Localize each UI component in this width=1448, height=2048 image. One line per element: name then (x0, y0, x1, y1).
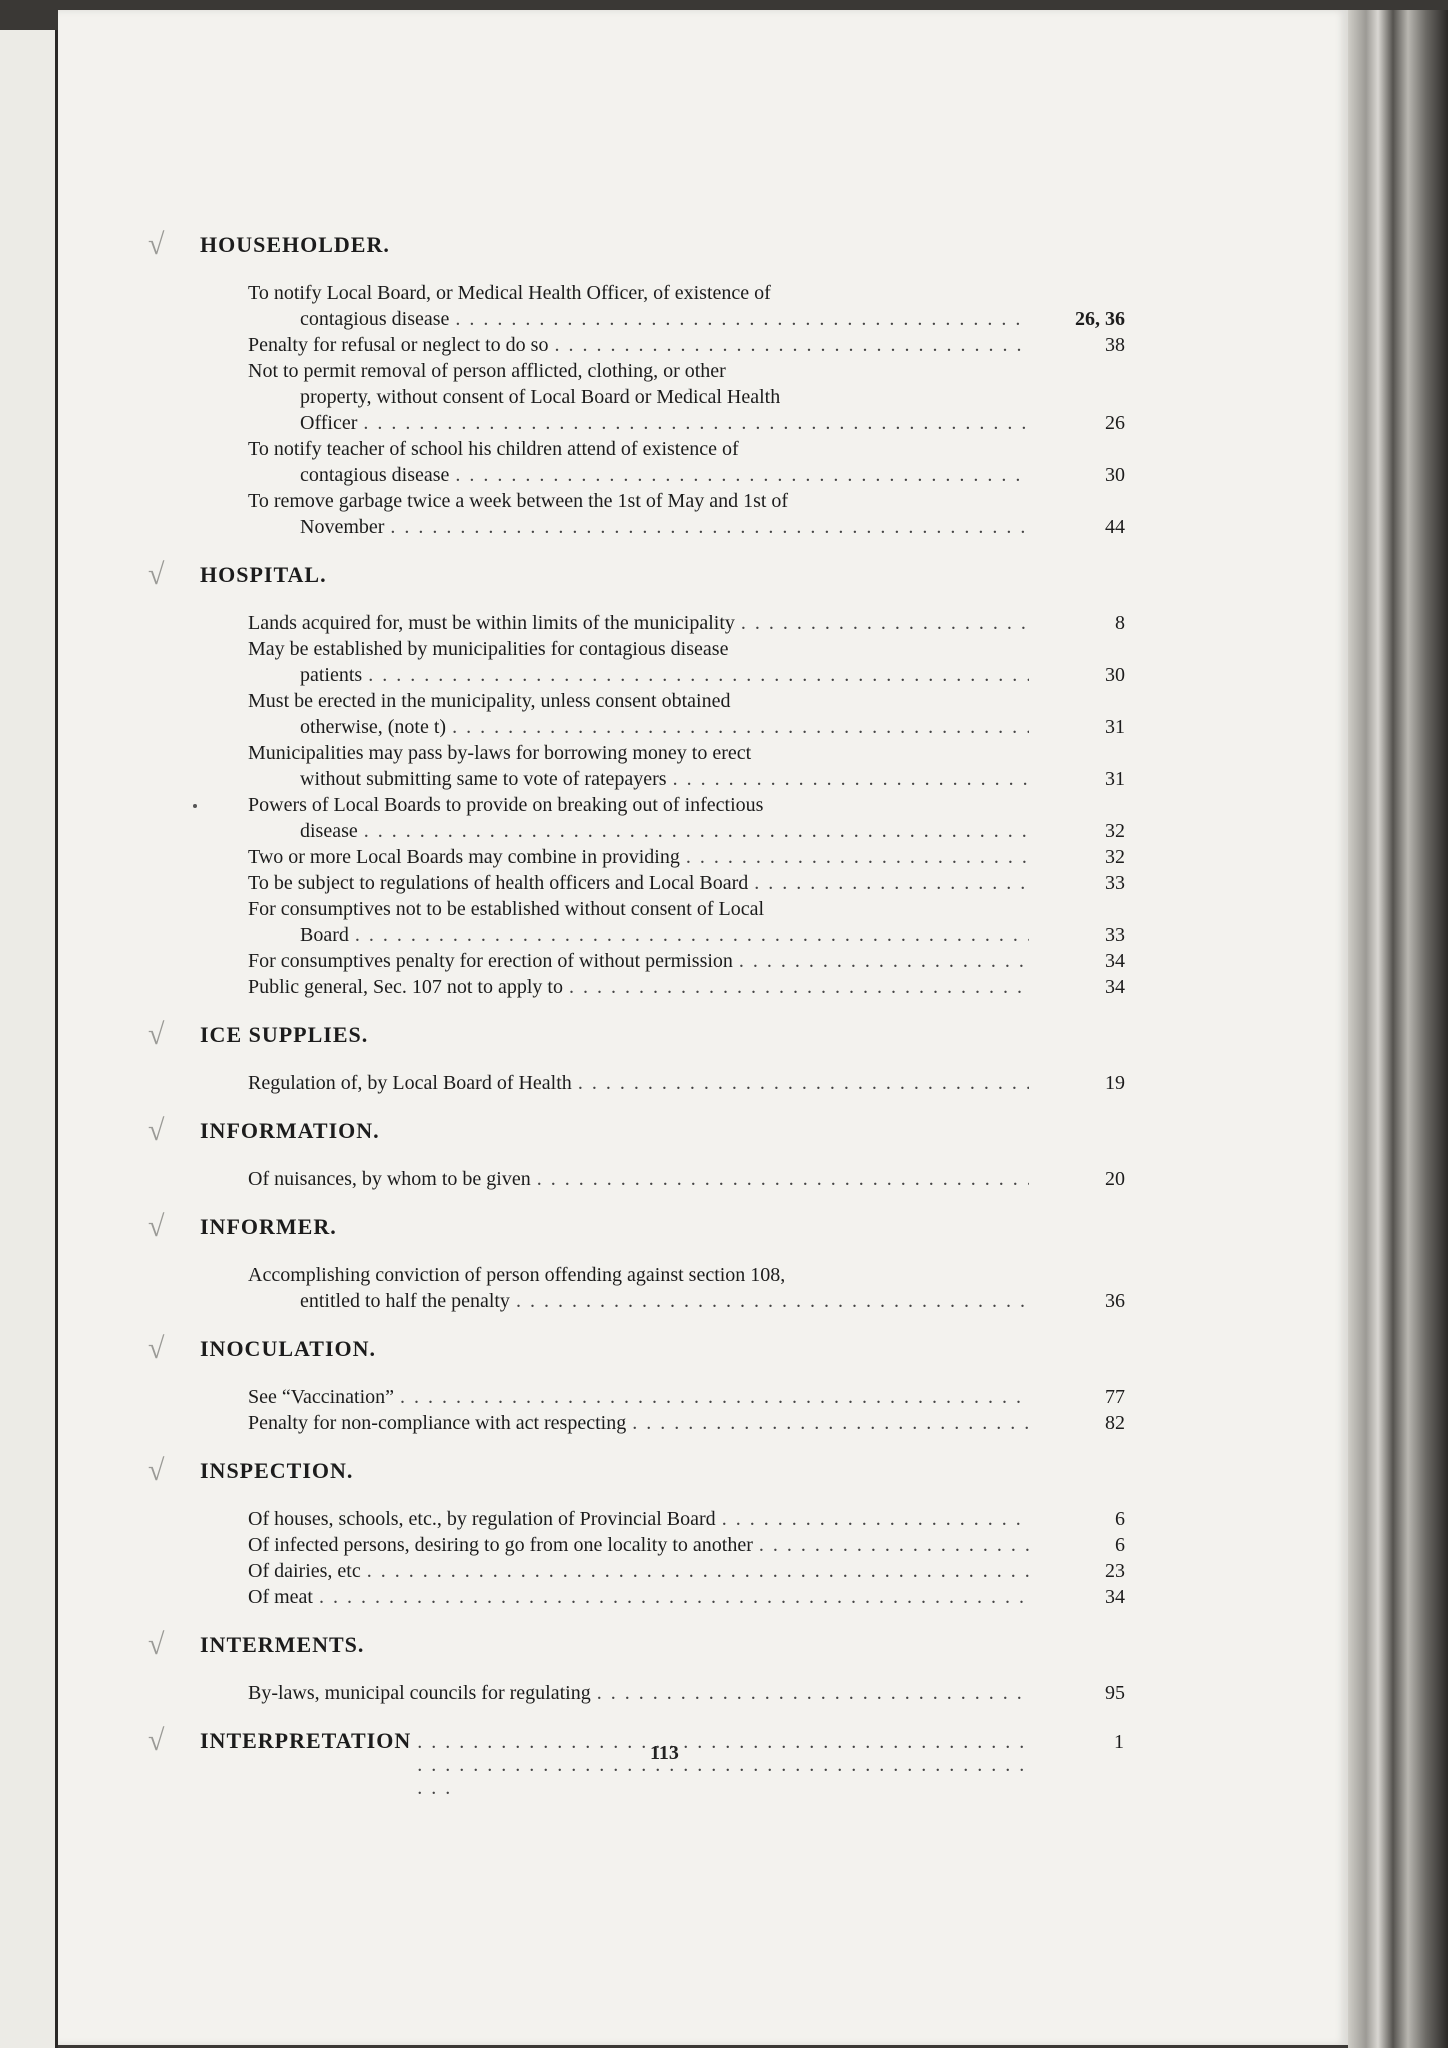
page-reference: 31 (1105, 716, 1125, 738)
page-reference: 95 (1105, 1682, 1125, 1704)
leader-dots (455, 306, 1029, 332)
entry-line (248, 688, 1035, 714)
entry-text: property, without consent of Local Board or Medical Health (300, 386, 781, 408)
page-reference: 6 (1115, 1508, 1125, 1530)
index-entry (248, 1384, 1125, 1410)
book-fore-edge (1348, 10, 1448, 2048)
section-heading (148, 1210, 1125, 1243)
index-entry (248, 740, 1125, 792)
leader-dots (537, 1166, 1029, 1192)
index-entry (248, 1558, 1125, 1584)
page-reference: 44 (1105, 516, 1125, 538)
entry-line (248, 974, 1035, 1000)
index-section (148, 558, 1125, 1000)
leader-dots (367, 1558, 1029, 1584)
entry-text: Penalty for refusal or neglect to do so (248, 334, 549, 356)
index-entry (248, 1262, 1125, 1314)
entry-continuation-line (248, 462, 1035, 488)
section-heading (148, 228, 1125, 261)
entry-text: To be subject to regulations of health officers and Local Board (248, 872, 749, 894)
entry-text: Officer (300, 412, 358, 434)
leader-dots (741, 610, 1029, 636)
entry-text: Not to permit removal of person afflicted, clothing, or other (248, 360, 726, 382)
index-entry (248, 1584, 1125, 1610)
entry-line (248, 870, 1035, 896)
section-heading-text: HOUSEHOLDER. (200, 232, 390, 257)
entry-text: Penalty for non-compliance with act respecting (248, 1412, 627, 1434)
entry-line (248, 1384, 1035, 1410)
entry-text: contagious disease (300, 308, 450, 330)
page-reference: 31 (1105, 768, 1125, 790)
entry-text: For consumptives not to be established without consent of Local (248, 898, 765, 920)
page-number: 113 (650, 1742, 679, 1764)
entry-text: Must be erected in the municipality, unless consent obtained (248, 690, 731, 712)
pencil-check-mark: √ (148, 1628, 166, 1661)
pencil-check-mark: √ (148, 558, 166, 591)
index-section (148, 1454, 1125, 1610)
leader-dots (759, 1532, 1029, 1558)
entry-text: Of dairies, etc (248, 1560, 361, 1582)
index-section (148, 1018, 1125, 1096)
entry-line (248, 610, 1035, 636)
leader-dots (578, 1070, 1029, 1096)
entry-line (248, 332, 1035, 358)
page-reference: 23 (1105, 1560, 1125, 1582)
entry-text: By-laws, municipal councils for regulating (248, 1682, 591, 1704)
index-entry (248, 636, 1125, 688)
entry-text: disease (300, 820, 358, 842)
index-entry (248, 280, 1125, 332)
page-reference: 20 (1105, 1168, 1125, 1190)
page-reference: 82 (1105, 1412, 1125, 1434)
entry-continuation-line (248, 662, 1035, 688)
index-entry (248, 948, 1125, 974)
section-heading (148, 558, 1125, 591)
entry-continuation-line (248, 384, 1035, 410)
index-entry (248, 1680, 1125, 1706)
entry-line (248, 792, 1035, 818)
entry-text: Of nuisances, by whom to be given (248, 1168, 531, 1190)
entry-continuation-line (248, 410, 1035, 436)
index-entry (248, 844, 1125, 870)
entry-text: Of infected persons, desiring to go from one locality to another (248, 1534, 753, 1556)
page-reference: 33 (1105, 872, 1125, 894)
entry-text: Regulation of, by Local Board of Health (248, 1072, 572, 1094)
index-entry (248, 332, 1125, 358)
section-heading (148, 1628, 1125, 1661)
entry-text: without submitting same to vote of ratepayers (300, 768, 667, 790)
entry-text: contagious disease (300, 464, 450, 486)
entry-text: Two or more Local Boards may combine in providing (248, 846, 680, 868)
leader-dots (569, 974, 1029, 1000)
entry-text: Public general, Sec. 107 not to apply to (248, 976, 563, 998)
pencil-check-mark: √ (148, 1454, 166, 1487)
index-entry (248, 974, 1125, 1000)
leader-dots (364, 818, 1029, 844)
leader-dots (673, 766, 1029, 792)
leader-dots (739, 948, 1029, 974)
entry-line (248, 1070, 1035, 1096)
entry-line (248, 636, 1035, 662)
entry-text: Lands acquired for, must be within limits of the municipality (248, 612, 735, 634)
index-entry (248, 688, 1125, 740)
entry-continuation-line (248, 818, 1035, 844)
page-reference: 30 (1105, 464, 1125, 486)
entry-line (248, 896, 1035, 922)
leader-dots (632, 1410, 1029, 1436)
pencil-check-mark: √ (148, 1114, 166, 1147)
entry-line (248, 1680, 1035, 1706)
index-entry (248, 1410, 1125, 1436)
entry-line (248, 280, 1035, 306)
entry-text: See “Vaccination” (248, 1386, 395, 1408)
index-entry (248, 358, 1125, 436)
leader-dots (400, 1384, 1029, 1410)
page-reference: 6 (1115, 1534, 1125, 1556)
pencil-check-mark: √ (148, 1332, 166, 1365)
entry-text: patients (300, 664, 363, 686)
section-heading-text: INFORMATION. (200, 1118, 380, 1143)
entry-line (248, 740, 1035, 766)
page-reference: 36 (1105, 1290, 1125, 1312)
entry-continuation-line (248, 306, 1035, 332)
index-section (148, 1114, 1125, 1192)
pencil-check-mark: √ (148, 1210, 166, 1243)
entry-text: To notify Local Board, or Medical Health Officer, of existence of (248, 282, 771, 304)
leader-dots (597, 1680, 1029, 1706)
index-entry (248, 870, 1125, 896)
section-heading-text: INOCULATION. (200, 1336, 377, 1361)
leader-dots (363, 410, 1029, 436)
interpretation-heading: INTERPRETATION (200, 1728, 412, 1753)
section-heading (148, 1454, 1125, 1487)
index-entry (248, 1166, 1125, 1192)
leader-dots (390, 514, 1029, 540)
page-reference: 30 (1105, 664, 1125, 686)
section-heading-text: INTERMENTS. (200, 1632, 365, 1657)
page-reference: 26, 36 (1075, 308, 1125, 330)
entry-line (248, 948, 1035, 974)
section-heading (148, 1114, 1125, 1147)
leader-dots (417, 1731, 1039, 1800)
entry-line (248, 1506, 1035, 1532)
index-entry (248, 1070, 1125, 1096)
entry-text: Municipalities may pass by-laws for borrowing money to erect (248, 742, 752, 764)
entry-line (248, 488, 1035, 514)
section-heading-text: INFORMER. (200, 1214, 337, 1239)
entry-text: Of meat (248, 1586, 313, 1608)
page-reference: 8 (1115, 612, 1125, 634)
entry-text: May be established by municipalities for contagious disease (248, 638, 729, 660)
section-heading-text: HOSPITAL. (200, 562, 327, 587)
index-entry (248, 488, 1125, 540)
entry-text: Powers of Local Boards to provide on breaking out of infectious (248, 794, 764, 816)
page-reference: 19 (1105, 1072, 1125, 1094)
pencil-check-mark: √ (148, 1724, 166, 1757)
leader-dots (355, 922, 1029, 948)
page-reference: 32 (1105, 846, 1125, 868)
index-section (148, 1628, 1125, 1706)
entry-text: For consumptives penalty for erection of without permission (248, 950, 733, 972)
entry-text: Of houses, schools, etc., by regulation of Provincial Board (248, 1508, 716, 1530)
page-reference: 32 (1105, 820, 1125, 842)
leader-dots (754, 870, 1029, 896)
pencil-check-mark: √ (148, 228, 166, 261)
page-reference: 26 (1105, 412, 1125, 434)
entry-line (248, 844, 1035, 870)
entry-text: entitled to half the penalty (300, 1290, 510, 1312)
index-entry (248, 792, 1125, 844)
page-reference: 33 (1105, 924, 1125, 946)
entry-text: November (300, 516, 385, 538)
entry-text: otherwise, (note t) (300, 716, 447, 738)
leader-dots (319, 1584, 1029, 1610)
entry-line (248, 1532, 1035, 1558)
page-reference: 34 (1105, 950, 1125, 972)
leader-dots (368, 662, 1029, 688)
page-reference: 34 (1105, 976, 1125, 998)
leader-dots (722, 1506, 1029, 1532)
entry-line (248, 436, 1035, 462)
entry-text: To notify teacher of school his children attend of existence of (248, 438, 739, 460)
index-entry (248, 436, 1125, 488)
page-reference: 34 (1105, 1586, 1125, 1608)
entry-text: Accomplishing conviction of person offending against section 108, (248, 1264, 786, 1286)
page-reference: 38 (1105, 334, 1125, 356)
index-section (148, 1332, 1125, 1436)
leader-dots (554, 332, 1029, 358)
entry-continuation-line (248, 714, 1035, 740)
page-reference: 77 (1105, 1386, 1125, 1408)
leader-dots (686, 844, 1029, 870)
entry-line (248, 1166, 1035, 1192)
leader-dots (516, 1288, 1029, 1314)
index-section (148, 228, 1125, 540)
index-entry (248, 610, 1125, 636)
entry-continuation-line (248, 766, 1035, 792)
section-heading (148, 1018, 1125, 1051)
page-reference: 1 (1114, 1731, 1125, 1753)
index-entry (248, 1532, 1125, 1558)
section-heading-text: INSPECTION. (200, 1458, 354, 1483)
index-section (148, 1210, 1125, 1314)
entry-text: To remove garbage twice a week between the 1st of May and 1st of (248, 490, 789, 512)
entry-line (248, 1262, 1035, 1288)
index-entry (248, 896, 1125, 948)
margin-mark (193, 804, 197, 808)
entry-line (248, 1410, 1035, 1436)
entry-continuation-line (248, 1288, 1035, 1314)
facing-page-edge (0, 30, 58, 2048)
leader-dots (452, 714, 1029, 740)
pencil-check-mark: √ (148, 1018, 166, 1051)
index-entry (248, 1506, 1125, 1532)
entry-line (248, 1584, 1035, 1610)
entry-line (248, 358, 1035, 384)
entry-continuation-line (248, 922, 1035, 948)
entry-continuation-line (248, 514, 1035, 540)
entry-line (248, 1558, 1035, 1584)
entry-text: Board (300, 924, 349, 946)
section-heading-text: ICE SUPPLIES. (200, 1022, 369, 1047)
section-heading (148, 1332, 1125, 1365)
leader-dots (455, 462, 1029, 488)
index-content (148, 228, 1125, 1822)
